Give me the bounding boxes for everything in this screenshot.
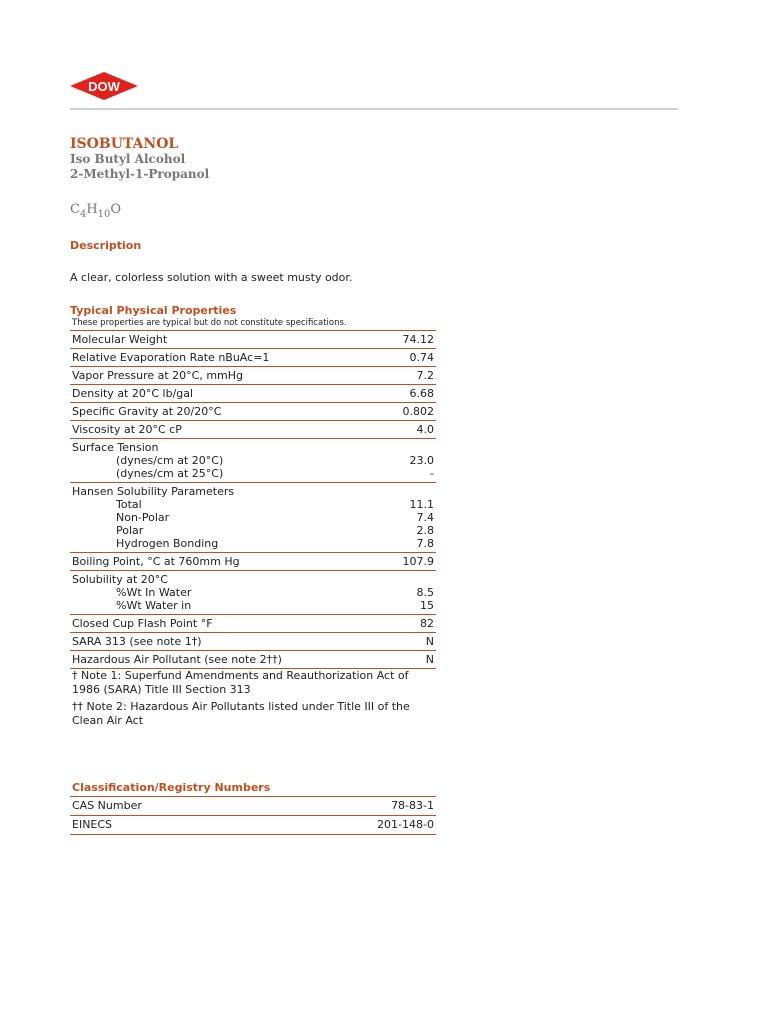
chemical-formula: $C_4H_{10}O$ <box>70 202 122 220</box>
table-row-surface-tension: Surface Tension (dynes/cm at 20°C) (dynes/cm at 25°C) 23.0 - <box>70 439 436 483</box>
description-text: A clear, colorless solution with a sweet musty odor. <box>70 271 353 284</box>
dow-logo <box>70 72 138 100</box>
table-row: Relative Evaporation Rate nBuAc=1 0.74 <box>70 349 436 367</box>
table-row: Molecular Weight 74.12 <box>70 331 436 349</box>
dow-diamond-icon <box>70 72 138 100</box>
table-row: CAS Number 78-83-1 <box>70 797 436 816</box>
logo-text: DOW <box>88 79 120 94</box>
table-row: Specific Gravity at 20/20°C 0.802 <box>70 403 436 421</box>
table-row: EINECS 201-148-0 <box>70 816 436 835</box>
registry-heading: Classification/Registry Numbers <box>72 781 271 794</box>
product-title: ISOBUTANOL <box>70 136 179 152</box>
product-synonym-1: Iso Butyl Alcohol <box>70 152 186 166</box>
description-heading: Description <box>70 239 142 252</box>
table-row: Viscosity at 20°C cP 4.0 <box>70 421 436 439</box>
table-row: Vapor Pressure at 20°C, mmHg 7.2 <box>70 367 436 385</box>
registry-table <box>70 796 436 835</box>
header-divider <box>70 108 678 110</box>
product-synonym-2: 2-Methyl-1-Propanol <box>70 167 210 181</box>
physical-properties-subheading: These properties are typical but do not constitute specifications. <box>72 318 347 328</box>
table-row-hansen: Hansen Solubility Parameters Total Non-Polar Polar Hydrogen Bonding 11.1 7.4 2.8 7.8 <box>70 483 436 553</box>
table-row-solubility: Solubility at 20°C %Wt In Water %Wt Water in 8.5 15 <box>70 571 436 615</box>
physical-properties-heading: Typical Physical Properties <box>70 304 237 317</box>
table-row: Density at 20°C lb/gal 6.68 <box>70 385 436 403</box>
table-row: Closed Cup Flash Point °F 82 <box>70 615 436 633</box>
table-row: Boiling Point, °C at 760mm Hg 107.9 <box>70 553 436 571</box>
physical-properties-table <box>70 330 436 669</box>
table-row: SARA 313 (see note 1†) N <box>70 633 436 651</box>
table-row: Hazardous Air Pollutant (see note 2††) N <box>70 651 436 669</box>
footnote-1: † Note 1: Superfund Amendments and Reauthorization Act of 1986 (SARA) Title III Section 313 <box>72 669 409 696</box>
footnote-2: †† Note 2: Hazardous Air Pollutants listed under Title III of the Clean Air Act <box>72 700 410 727</box>
